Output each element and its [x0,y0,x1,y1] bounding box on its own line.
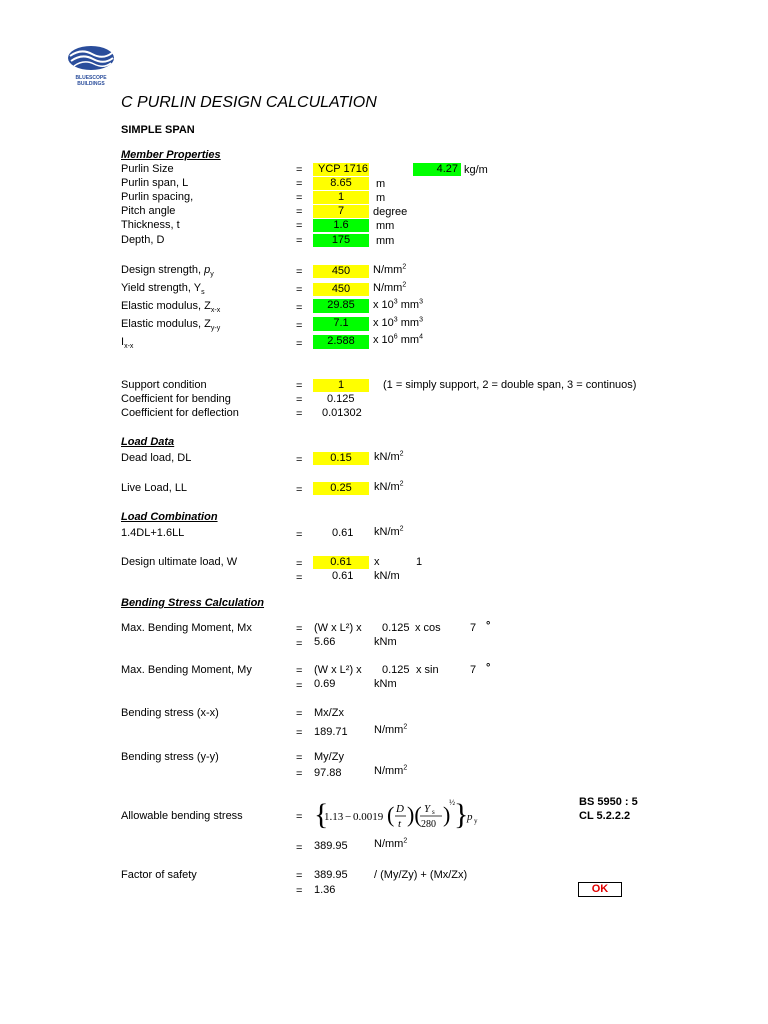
svg-text:1.13: 1.13 [324,811,344,823]
equals-sign: = [296,558,303,570]
equals-sign: = [296,164,303,176]
load-combination-unit: $kN/m^2$ [374,525,404,538]
purlin-spacing-cell: 1 [313,191,369,204]
zyy-unit: x $10^3$ $mm^3$ [373,316,423,329]
elastic-modulus-zyy-cell: 7.1 [313,317,369,331]
moment-mx-function: x cos [415,622,441,634]
allowable-bending-stress-label: Allowable bending stress [121,810,243,822]
dead-load-cell: 0.15 [313,452,369,465]
equals-sign: = [296,885,303,897]
svg-text:0.0019: 0.0019 [353,811,384,823]
pitch-angle-label: Pitch angle [121,205,176,217]
equals-sign: = [296,727,303,739]
equals-sign: = [296,192,303,204]
factor-of-safety-label: Factor of safety [121,869,197,881]
load-combination-value: 0.61 [332,527,354,539]
zxx-unit: x $10^3$ $mm^3$ [373,298,423,311]
page-subtitle: SIMPLE SPAN [121,124,195,136]
moment-my-label: Max. Bending Moment, My [121,664,252,676]
coefficient-deflection-label: Coefficient for deflection [121,407,239,419]
equals-sign: = [296,220,303,232]
svg-text:p: p [467,811,473,823]
equals-sign: = [296,320,303,332]
svg-text:280: 280 [421,819,436,830]
ixx-unit: x $10^6$ $mm^4$ [373,333,423,346]
equals-sign: = [296,572,303,584]
bending-stress-yy-label: Bending stress (y-y) [121,751,219,763]
design-strength-cell: 450 [313,265,369,278]
weight-unit: kg/m [464,164,488,176]
pitch-angle-cell: 7 [313,205,369,218]
bending-stress-yy-value: 97.88 [314,767,342,779]
bending-stress-yy-unit: $N/mm^2$ [374,764,408,777]
bending-stress-yy-expression: My/Zy [314,751,344,763]
moment-my-coefficient: 0.125 [382,664,410,676]
equals-sign: = [296,680,303,692]
design-ultimate-load-result: 0.61 [332,570,354,582]
degree-symbol: ° [486,620,491,632]
design-strength-unit: $N/mm^2$ [373,263,407,276]
thickness-label: Thickness, t [121,219,180,231]
equals-sign: = [296,870,303,882]
moment-mx-angle: 7 [470,622,477,634]
purlin-size-label: Purlin Size [121,163,174,175]
allowable-stress-formula [314,794,484,838]
equals-sign: = [296,266,303,278]
page-title: C PURLIN DESIGN CALCULATION [121,94,377,111]
section-load-combination: Load Combination [121,511,218,523]
thickness-cell: 1.6 [313,219,369,232]
moment-my-unit: kNm [374,678,397,690]
purlin-weight-cell: 4.27 [413,163,461,176]
design-ultimate-load-unit: kN/m [374,570,400,582]
moment-mx-value: 5.66 [314,636,336,648]
status-ok-badge: OK [578,882,622,897]
live-load-unit: $kN/m^2$ [374,480,404,493]
purlin-spacing-label: Purlin spacing, [121,191,194,203]
dead-load-label: Dead load, DL [121,452,192,464]
design-ultimate-load-multiplier: 1 [416,556,423,568]
equals-sign: = [296,408,303,420]
live-load-cell: 0.25 [313,482,369,495]
equals-sign: = [296,708,303,720]
coefficient-bending-label: Coefficient for bending [121,393,231,405]
design-ultimate-load-cell: 0.61 [313,556,369,569]
purlin-size-cell: YCP 1716 [313,163,369,176]
support-condition-note: (1 = simply support, 2 = double span, 3 = continuos) [383,379,637,391]
allowable-bending-stress-unit: $N/mm^2$ [374,837,408,850]
yield-strength-cell: 450 [313,283,369,296]
spacing-unit: m [376,192,386,204]
svg-text:y: y [474,817,478,825]
moment-my-function: x sin [416,664,439,676]
equals-sign: = [296,338,303,350]
svg-text:): ) [443,802,451,827]
code-reference-line2: CL 5.2.2.2 [579,810,631,822]
svg-text:D: D [396,803,404,815]
span-unit: m [376,178,386,190]
moment-mx-unit: kNm [374,636,397,648]
moment-mx-expression: (W x L²) x [314,622,362,634]
design-strength-label: Design strength, $p_y$ [121,264,214,279]
svg-text:(: ( [387,802,395,827]
equals-sign: = [296,842,303,854]
svg-text:s: s [432,808,435,816]
equals-sign: = [296,529,303,541]
logo-wave-icon [66,44,116,72]
factor-of-safety-value: 1.36 [314,884,336,896]
support-condition-cell: 1 [313,379,369,392]
equals-sign: = [296,665,303,677]
equals-sign: = [296,206,303,218]
bending-stress-xx-value: 189.71 [314,726,348,738]
svg-text:}: } [454,798,469,831]
purlin-span-label: Purlin span, L [121,177,189,189]
equals-sign: = [296,302,303,314]
moment-mx-coefficient: 0.125 [382,622,410,634]
equals-sign: = [296,178,303,190]
bending-stress-xx-expression: Mx/Zx [314,707,344,719]
equals-sign: = [296,380,303,392]
svg-text:−: − [345,811,352,823]
dead-load-unit: $kN/m^2$ [374,450,404,463]
svg-text:Y: Y [424,803,431,815]
load-combination-label: 1.4DL+1.6LL [121,527,185,539]
equals-sign: = [296,623,303,635]
moment-of-inertia-cell: 2.588 [313,335,369,349]
elastic-modulus-zxx-cell: 29.85 [313,299,369,313]
depth-label: Depth, D [121,234,165,246]
factor-of-safety-numerator: 389.95 [314,869,348,881]
logo-text-line2: BUILDINGS [77,81,105,87]
moment-mx-label: Max. Bending Moment, Mx [121,622,252,634]
thickness-unit: mm [376,220,395,232]
equals-sign: = [296,638,303,650]
bending-stress-xx-unit: $N/mm^2$ [374,723,408,736]
pitch-unit: degree [373,206,408,218]
logo-text-line1: BLUESCOPE [75,75,107,81]
degree-symbol: ° [486,662,491,674]
elastic-modulus-zyy-label: Elastic modulus, $Z_{y-y}$ [121,318,221,333]
equals-sign: = [296,235,303,247]
equals-sign: = [296,284,303,296]
svg-text:t: t [398,818,402,830]
svg-text:)(: )( [407,802,422,827]
allowable-bending-stress-value: 389.95 [314,840,348,852]
equals-sign: = [296,454,303,466]
equals-sign: = [296,768,303,780]
design-ultimate-load-label: Design ultimate load, W [121,556,238,568]
yield-strength-label: Yield strength, $Y_s$ [121,282,205,297]
company-logo [66,44,116,87]
live-load-label: Live Load, LL [121,482,188,494]
svg-text:{: { [314,798,329,831]
moment-my-angle: 7 [470,664,477,676]
elastic-modulus-zxx-label: Elastic modulus, $Z_{x-x}$ [121,300,221,315]
factor-of-safety-expression: / (My/Zy) + (Mx/Zx) [374,869,468,881]
yield-strength-unit: $N/mm^2$ [373,281,407,294]
coefficient-deflection-value: 0.01302 [322,407,362,419]
depth-cell: 175 [313,234,369,247]
moment-my-value: 0.69 [314,678,336,690]
section-bending-stress: Bending Stress Calculation [121,597,265,609]
equals-sign: = [296,484,303,496]
support-condition-label: Support condition [121,379,207,391]
purlin-span-cell: 8.65 [313,177,369,190]
equals-sign: = [296,394,303,406]
design-ultimate-load-x: x [374,556,380,568]
bending-stress-xx-label: Bending stress (x-x) [121,707,219,719]
code-reference-line1: BS 5950 : 5 [579,796,638,808]
section-member-properties: Member Properties [121,149,221,161]
coefficient-bending-value: 0.125 [327,393,355,405]
equals-sign: = [296,752,303,764]
depth-unit: mm [376,235,395,247]
section-load-data: Load Data [121,436,175,448]
moment-of-inertia-label: $I_{x-x}$ [121,336,134,351]
equals-sign: = [296,811,303,823]
svg-text:½: ½ [449,798,455,807]
moment-my-expression: (W x L²) x [314,664,362,676]
